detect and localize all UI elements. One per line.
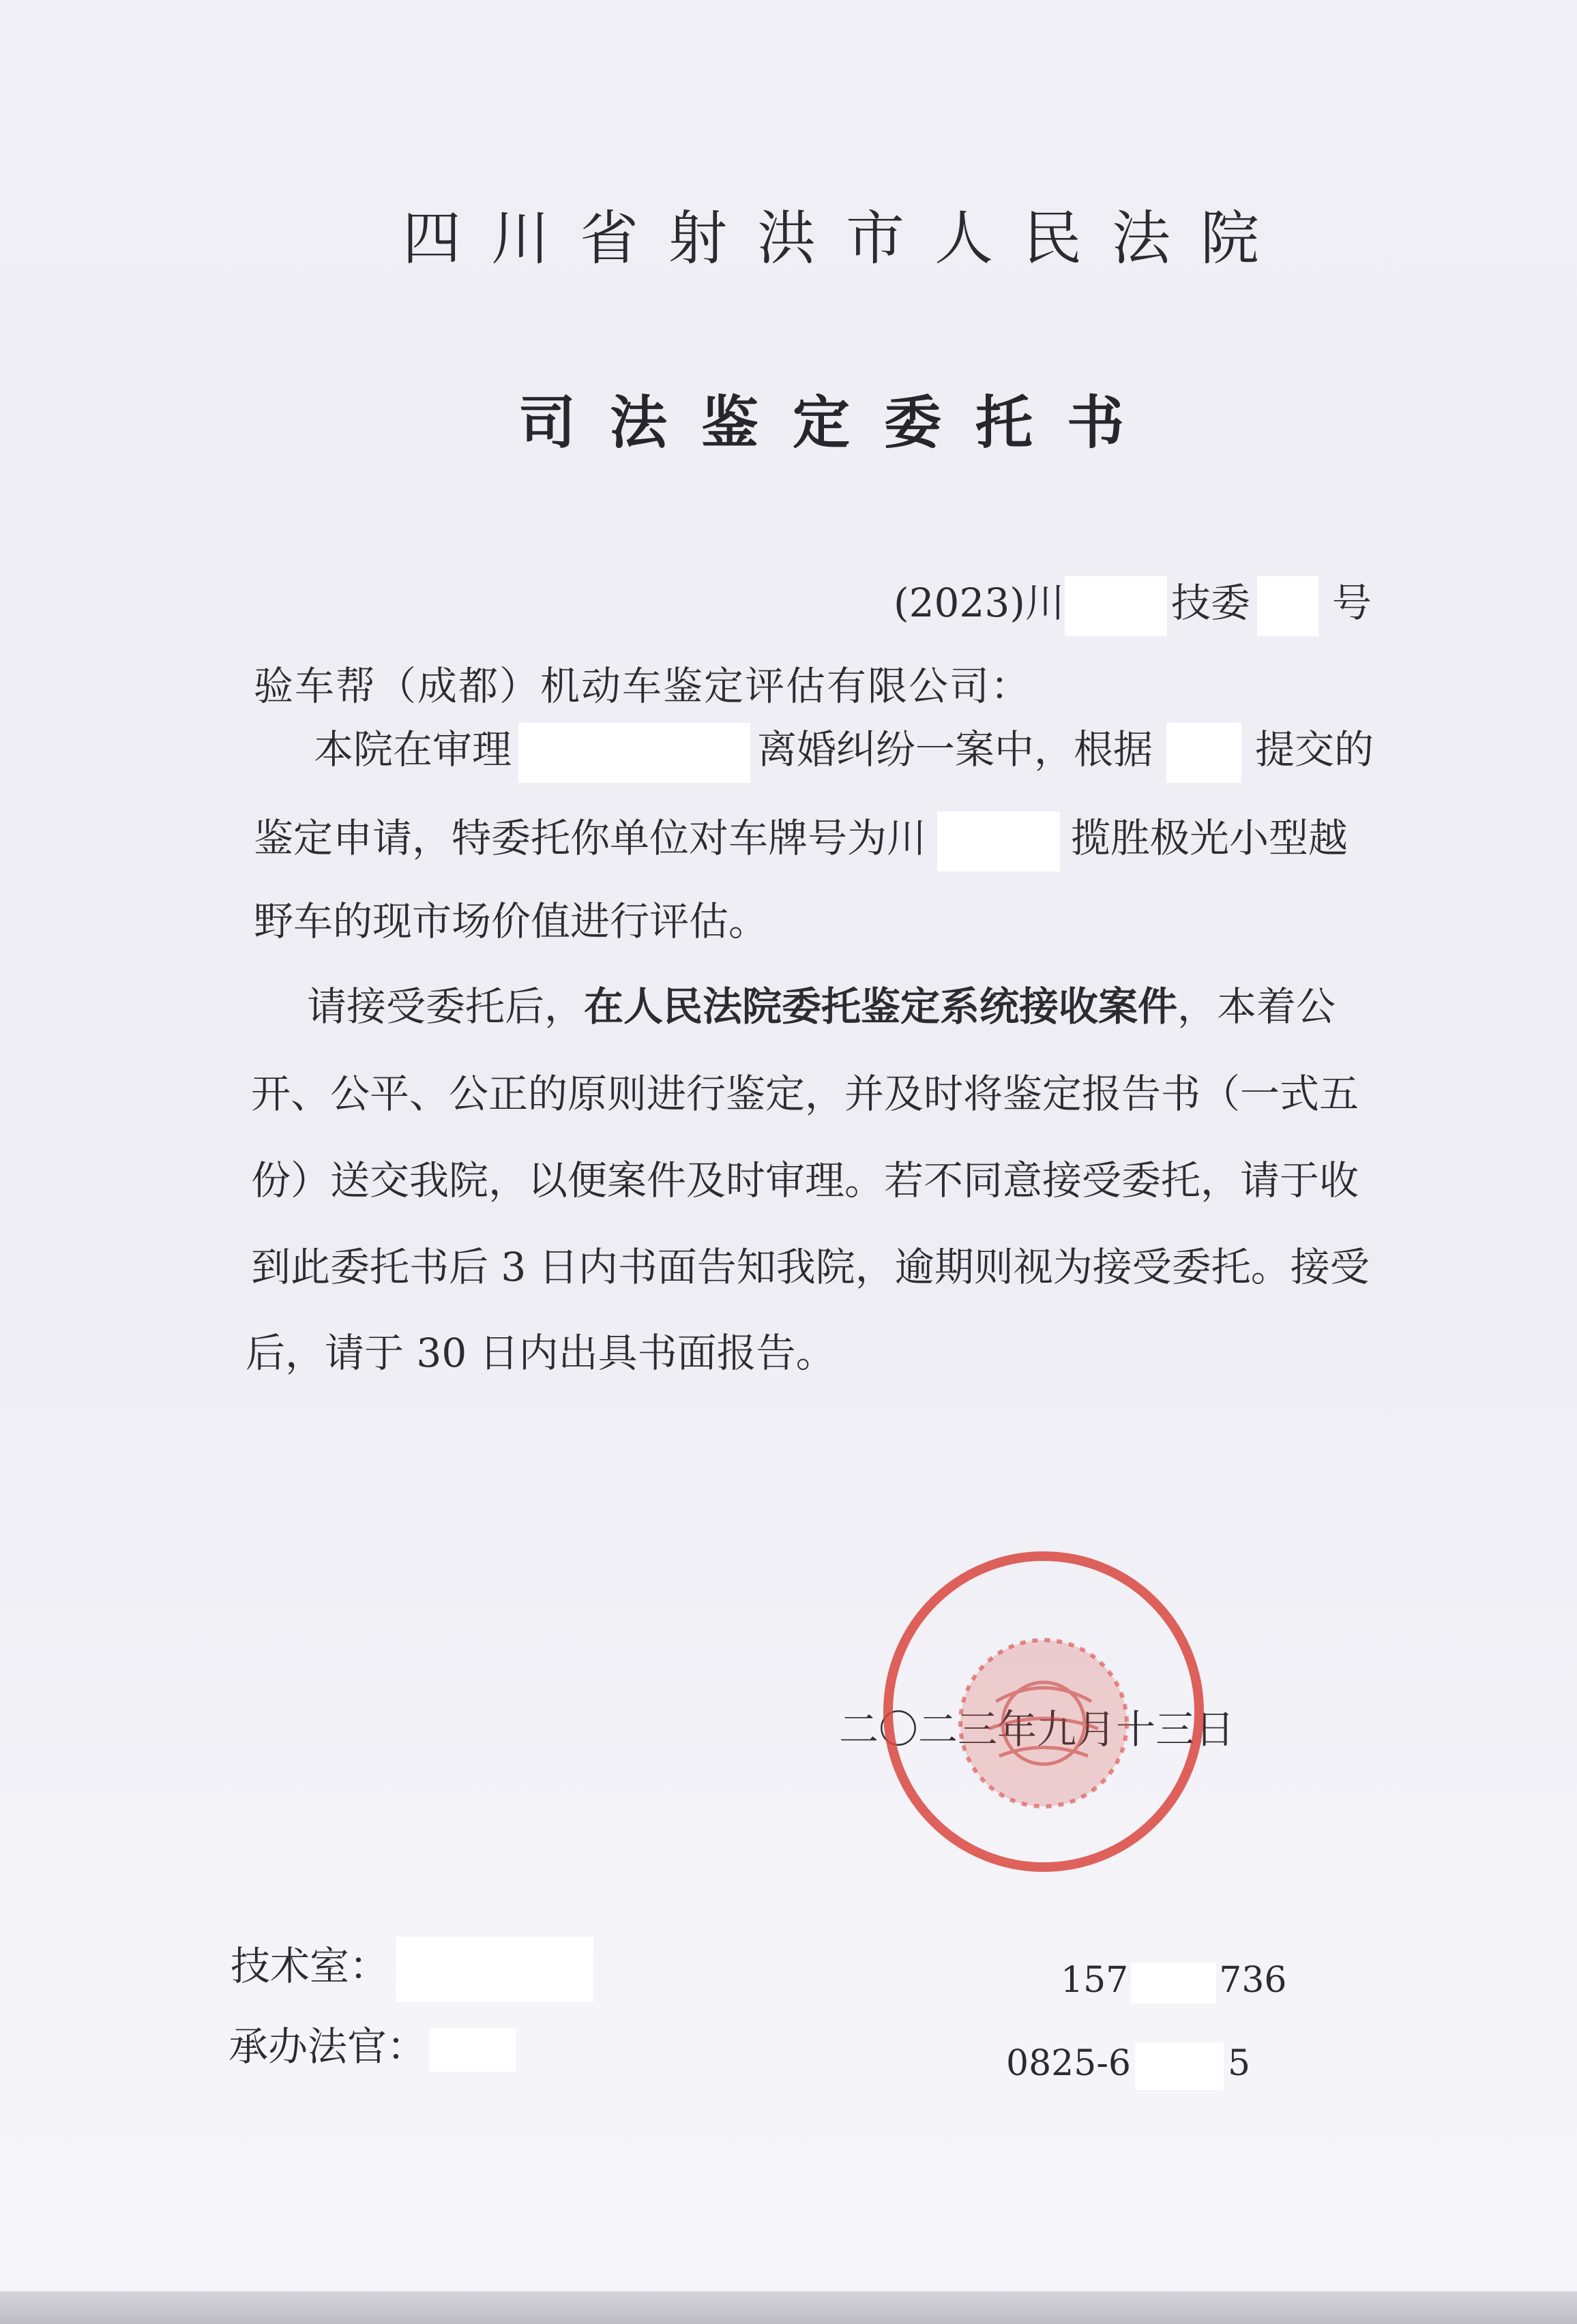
- paragraph2-line1: [307, 982, 1336, 1031]
- tech-room-row: [231, 1937, 593, 2002]
- phone-number-2: [1006, 2039, 1250, 2090]
- paragraph2-bold-text: 在人民法院委托鉴定系统接收案件: [584, 983, 1178, 1030]
- judge-label: 承办法官：: [229, 2023, 427, 2070]
- phone1-end: 736: [1219, 1960, 1287, 2001]
- paragraph2-line4: 到此委托书后 3 日内书面告知我院，逾期则视为接受委托。接受: [251, 1244, 1370, 1290]
- paragraph2-text: ，本着公: [1177, 983, 1336, 1030]
- redaction-box: [518, 723, 750, 783]
- redaction-box: [1257, 576, 1318, 636]
- redaction-box: [1166, 723, 1241, 783]
- redaction-box: [937, 811, 1060, 872]
- case-number-prefix: (2023)川: [894, 580, 1065, 627]
- redaction-box: [1135, 2042, 1224, 2090]
- paper-bottom-edge: [0, 2291, 1577, 2324]
- document-title: 司法鉴定委托书: [518, 389, 1159, 456]
- case-number-middle: 技委: [1170, 580, 1250, 627]
- addressee: 验车帮（成都）机动车鉴定评估有限公司：: [254, 663, 1032, 709]
- phone2-end: 5: [1228, 2043, 1251, 2084]
- redaction-box: [1131, 1963, 1216, 2003]
- redaction-box: [429, 2028, 516, 2072]
- paragraph1-line1: [314, 723, 1374, 783]
- paragraph2-line5: 后，请于 30 日内出具书面报告。: [246, 1330, 836, 1376]
- phone-number-1: [1061, 1956, 1287, 2005]
- case-number: [894, 576, 1372, 636]
- redaction-box: [1065, 576, 1167, 636]
- court-seal-stamp: [876, 1545, 1211, 1879]
- paragraph1-line3: 野车的现市场价值进行评估。: [254, 898, 769, 944]
- paragraph1-text: 离婚纠纷一案中，根据: [757, 726, 1153, 773]
- paragraph1-text: 提交的: [1255, 726, 1374, 773]
- paragraph2-text: 请接受委托后，: [307, 983, 585, 1030]
- phone1-start: 157: [1061, 1960, 1129, 2001]
- paragraph1-text: 揽胜极光小型越: [1071, 815, 1348, 862]
- paragraph1-text: 本院在审理: [314, 726, 512, 773]
- phone2-start: 0825-6: [1006, 2043, 1131, 2084]
- redaction-box: [396, 1937, 593, 2002]
- judge-row: [229, 2022, 516, 2072]
- paragraph1-text: 鉴定申请，特委托你单位对车牌号为川: [254, 815, 927, 862]
- paragraph2-line2: 开、公平、公正的原则进行鉴定，并及时将鉴定报告书（一式五: [251, 1071, 1359, 1117]
- tech-room-label: 技术室：: [231, 1943, 389, 1990]
- paragraph1-line2: [254, 811, 1348, 872]
- case-number-suffix: 号: [1331, 580, 1372, 627]
- court-name: 四川省射洪市人民法院: [402, 205, 1289, 273]
- issue-date: 二〇二三年九月十三日: [839, 1706, 1235, 1753]
- paragraph2-line3: 份）送交我院，以便案件及时审理。若不同意接受委托，请于收: [251, 1157, 1359, 1204]
